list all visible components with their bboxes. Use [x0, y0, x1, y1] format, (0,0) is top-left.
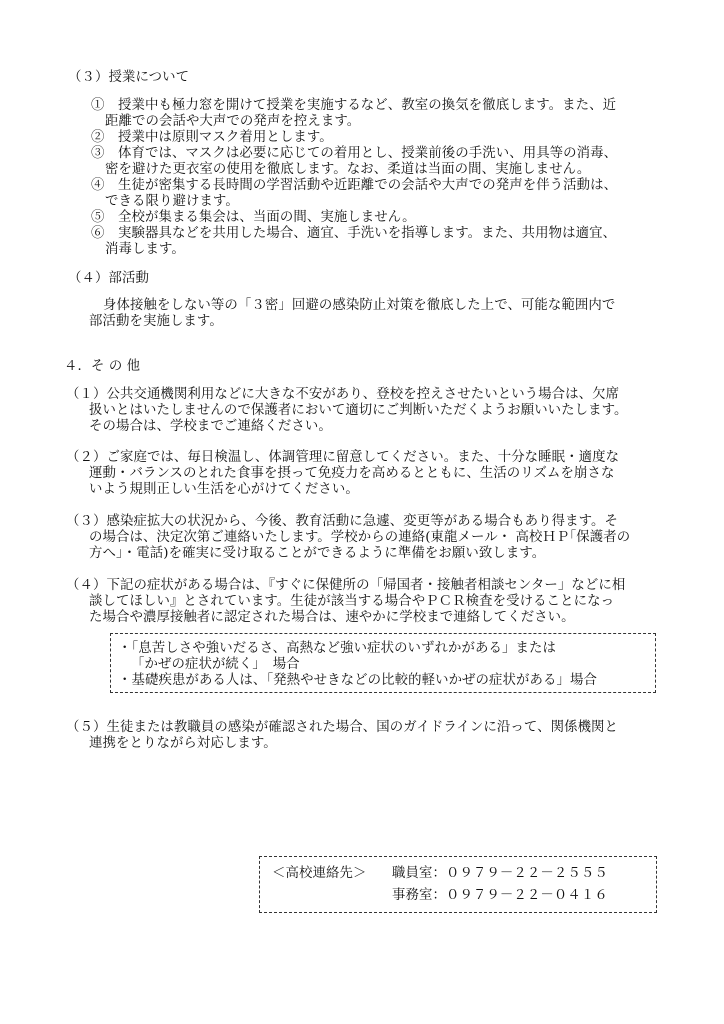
symptom-line-3: ・基礎疾患がある人は、「発熱やせきなどの比較的軽いかぜの症状がある」場合 — [118, 673, 597, 688]
symptom-line-1: ・「息苦しさや強いだるさ、高熱など強い症状のいずれかがある」または — [118, 641, 556, 656]
lesson-item-4-line-2: できる限り避けます。 — [105, 194, 239, 209]
lesson-item-6-line-1: ⑥ 実験器具などを共用した場合、適宜、手洗いを指導します。また、共用物は適宜、 — [91, 226, 617, 241]
other-p5-line-1: （５）生徒または教職員の感染が確認された場合、国のガイドラインに沿って、関係機関と — [66, 720, 619, 735]
lesson-item-2: ② 授業中は原則マスク着用とします。 — [91, 130, 333, 145]
club-text-line-2: 部活動を実施します。 — [89, 314, 223, 329]
other-p4-line-2: 談してほしい』とされています。生徒が該当する場合やＰＣＲ検査を受けることになっ — [89, 594, 615, 609]
lesson-item-1-line-2: 距離での会話や大声での発声を控えます。 — [105, 114, 361, 129]
other-p4-line-3: た場合や濃厚接触者に認定された場合は、速やかに学校まで連絡してください。 — [89, 610, 575, 625]
contact-label: ＜高校連絡先＞ — [272, 866, 367, 881]
lesson-item-6-line-2: 消毒します。 — [105, 242, 185, 257]
other-p2-line-1: （２）ご家庭では、毎日検温し、体調管理に留意してください。また、十分な睡眠・適度な — [66, 450, 620, 465]
other-p3-line-3: 方へ｣・電話)を確実に受け取ることができるように準備をお願い致します。 — [89, 546, 546, 561]
contact-box — [259, 856, 657, 913]
lesson-item-4-line-1: ④ 生徒が密集する長時間の学習活動や近距離での会話や大声での発声を伴う活動は、 — [91, 178, 618, 193]
contact-staff-room: 職員室：０９７９－２２－２５５５ — [392, 866, 608, 881]
other-p1-line-2: 扱いとはいたしませんので保護者において適切にご判断いただくようお願いいたします。 — [89, 403, 628, 418]
other-p1-line-3: その場合は、学校までご連絡ください。 — [89, 419, 332, 434]
symptom-line-2: 「かぜの症状が続く」 場合 — [131, 657, 300, 672]
lesson-item-3-line-2: 密を避けた更衣室の使用を徹底します。なお、柔道は当面の間、実施しません。 — [105, 162, 591, 177]
other-p5-line-2: 連携をとりながら対応します。 — [89, 736, 277, 751]
section-heading-club: （４）部活動 — [68, 271, 149, 286]
lesson-item-5: ⑤ 全校が集まる集会は、当面の間、実施しません。 — [91, 210, 416, 225]
club-text-line-1: 身体接触をしない等の「３密」回避の感染防止対策を徹底した上で、可能な範囲内で — [103, 298, 616, 313]
lesson-item-1-line-1: ① 授業中も極力窓を開けて授業を実施するなど、教室の換気を徹底します。また、近 — [91, 98, 617, 113]
other-p3-line-1: （３）感染症拡大の状況から、今後、教育活動に急遽、変更等がある場合もあり得ます。そ — [66, 514, 619, 529]
other-p2-line-2: 運動・バランスのとれた食事を摂って免疫力を高めるとともに、生活のリズムを崩さな — [89, 466, 615, 481]
other-p4-line-1: （４）下記の症状がある場合は、『すぐに保健所の「帰国者・接触者相談センター」などに相 — [66, 578, 626, 593]
contact-office: 事務室：０９７９－２２－０４１６ — [392, 888, 608, 903]
other-p3-line-2: の場合は、決定次第ご連絡いたします。学校からの連絡(東龍メール・ 高校ＨＰ｢保護者の — [89, 530, 631, 545]
section-heading-lessons: （３）授業について — [68, 70, 190, 85]
other-p1-line-1: （１）公共交通機関利用などに大きな不安があり、登校を控えさせたいという場合は、欠席 — [66, 387, 620, 402]
section-heading-other: ４．そ の 他 — [64, 359, 141, 374]
other-p2-line-3: いよう規則正しい生活を心がけてください。 — [89, 482, 359, 497]
lesson-item-3-line-1: ③ 体育では、マスクは必要に応じての着用とし、授業前後の手洗い、用具等の消毒、 — [91, 146, 618, 161]
